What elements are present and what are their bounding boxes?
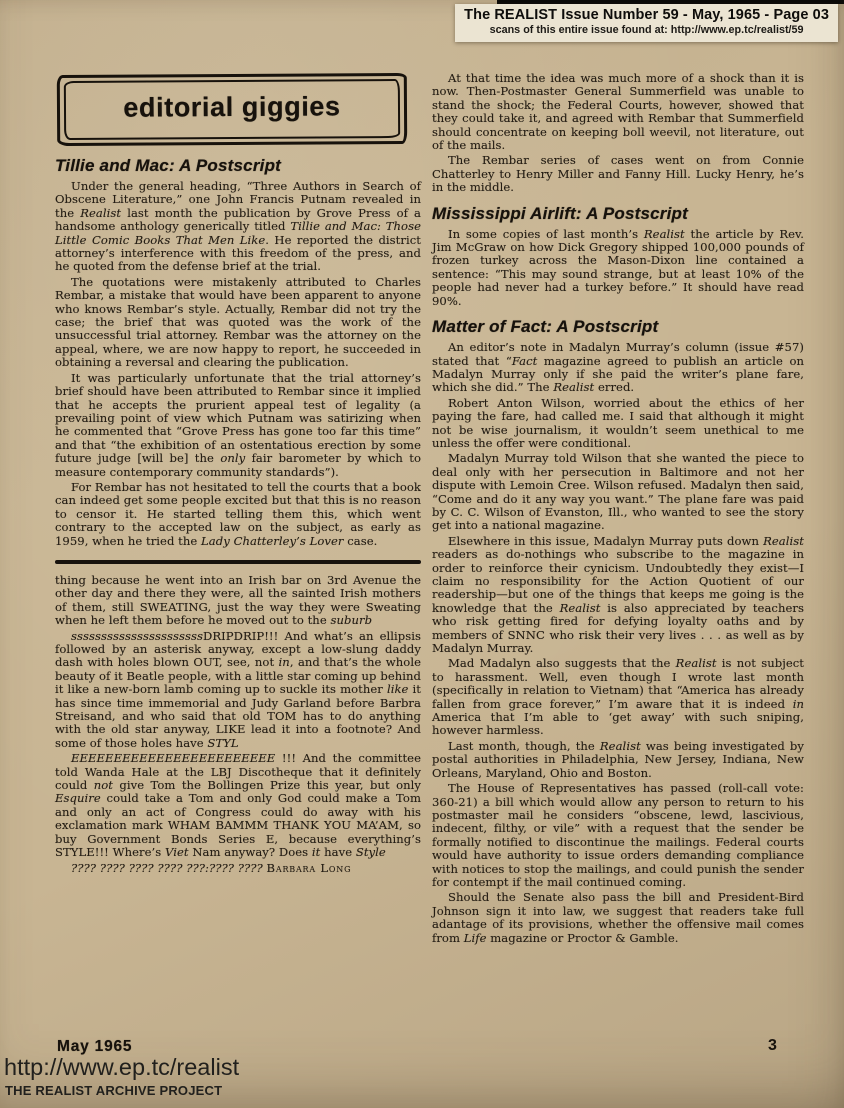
page-number: 3	[768, 1037, 777, 1054]
paragraph: The Rembar series of cases went on from Connie Chatterley to Henry Miller and Fanny Hill. Lucky Henry, he’s in the middle.	[432, 153, 804, 195]
section-divider	[55, 560, 421, 564]
section-body-mississippi-airlift	[432, 228, 804, 308]
paragraph: Under the general heading, “Three Authors in Search of Obscene Literature,” one John Francis Putnam revealed in the Realist last month the publication by Grove Press of a handsome anthology generically titled Tillie and Mac: Those Little Comic Books That Men Like. He reported the district attorney’s interference with this freedom of the press, and he quoted from the defense brief at the trial.	[55, 179, 422, 274]
section-heading-tillie-and-mac: Tillie and Mac: A Postscript	[55, 156, 282, 175]
section-body-tillie-and-mac	[55, 180, 421, 548]
paragraph: EEEEEEEEEEEEEEEEEEEEEEEE !!! And the committee told Wanda Hale at the LBJ Discotheque that it definitely could not give Tom the Bollingen Prize this year, but only Esquire could take a Tom and only God could make a Tom and only an act of Congress could do away with his exclamation mark WHAM BAMMM THANK YOU MA’AM, so buy Government Bonds Series E, because everything’s STYLE!!! Where’s Viet Nam anyway? Does it have Style	[55, 751, 421, 860]
left-column	[55, 156, 421, 877]
archive-url: http://www.ep.tc/realist	[4, 1054, 240, 1080]
paragraph: ???? ???? ???? ???? ???:???? ???? Barbara Long	[71, 860, 352, 875]
paragraph: An editor’s note in Madalyn Murray’s column (issue #57) stated that “Fact magazine agreed to publish an article on Madalyn Murray only if she paid the writer’s plane fare, which she did.” The Realist erred.	[432, 340, 805, 395]
paragraph: Robert Anton Wilson, worried about the ethics of her paying the fare, had called me. I said that although it might not be wise journalism, it wouldn’t seem unethical to me unless the offer were conditional.	[432, 395, 804, 450]
opening-body	[432, 72, 804, 195]
column-title: editorial giggies	[123, 91, 341, 123]
scan-header-label	[455, 4, 838, 42]
paragraph: ssssssssssssssssssssssDRIPDRIP!!! And what’s an ellipsis followed by an asterisk anyway, except a low-slung daddy dash with holes blown OUT, see, not in, and that’s the whole beauty of it Beatle people, with a little star coming up behind it like a new-born lamb coming up to suckle its mother like it has since time immemorial and Judy Garland before Barbra Streisand, and who said that old TOM has to do anything with the old star anyway, LIKE lead it into a footnote? And some of those holes have STYL	[55, 628, 421, 750]
paragraph: Mad Madalyn also suggests that the Realist is not subject to harassment. Well, even though I wrote last month (specifically in relation to Vietnam) that “America has already fallen from grace forever,” I’m aware that it is indeed in America that I’m able to ‘get away’ with such sniping, however harmless.	[432, 656, 805, 738]
continuation-body	[55, 574, 421, 875]
paragraph: It was particularly unfortunate that the trial attorney’s brief should have been attributed to Rembar since it implied that he accepts the prurient appeal test of legality (a prevailing point of view which Putnam was satirizing when he commented that “Grove Press has gone too far this time” and that “the exhibition of an ostentatious erection by some future judge [will be] the only fair barometer by which to measure contemporary community standards”).	[55, 370, 421, 479]
paragraph: Elsewhere in this issue, Madalyn Murray puts down Realist readers as do-nothings who subscribe to the magazine in order to reinforce their cynicism. Undoubtedly they exist—I claim no responsibility for the Action Quotient of our readership—but one of the things that keeps me going is the knowledge that the Realist is also appreciated by teachers who risk getting fired for defying loyalty oaths and by members of SNNC who risk their very lives . . . as well as by Madalyn Murray.	[432, 533, 804, 656]
paragraph: The quotations were mistakenly attributed to Charles Rembar, a mistake that would have been apparent to anyone who knows Rembar’s style. Actually, Rembar did not try the case; the brief that was quoted was the work of the unsuccessful trial attorney. Rembar was the attorney on the appeal, where, we are now happy to report, he succeeded in obtaining a reversal and clearing the publication.	[55, 274, 421, 370]
right-column	[432, 72, 804, 947]
paragraph: For Rembar has not hesitated to tell the courts that a book can indeed get some people excited but that this is no reason to censor it. He started telling them this, which went contrary to the accepted law on the subject, as early as 1959, when he tried the Lady Chatterley’s Lover case.	[55, 479, 421, 548]
paragraph: Should the Senate also pass the bill and President-Bird Johnson sign it into law, we suggest that readers take full adantage of its provisions, whether the offensive mail comes from Life magazine or Proctor & Gamble.	[432, 890, 804, 945]
box-inner-border	[64, 79, 400, 140]
issue-date: May 1965	[57, 1038, 133, 1055]
section-heading-mississippi-airlift: Mississippi Airlift: A Postscript	[432, 203, 688, 223]
section-body-matter-of-fact	[432, 341, 804, 945]
editorial-giggies-box	[57, 73, 407, 146]
paragraph: At that time the idea was much more of a shock than it is now. Then-Postmaster General Summerfield was unable to stand the shock; the Federal Courts, however, showed that they could take it, and agreed with Rembar that Summerfield should concentrate on keeping boll weevil, not literature, out of the mails.	[432, 71, 804, 153]
scan-header-url: scans of this entire issue found at: http://www.ep.tc/realist/59	[489, 24, 804, 36]
paragraph: thing because he went into an Irish bar on 3rd Avenue the other day and there they were, all the sainted Irish mothers of them, still SWEATING, just the way they were Sweating when he left them before he moved out to the suburb	[55, 572, 421, 628]
paragraph: Last month, though, the Realist was being investigated by postal authorities in Philadelphia, New Jersey, Indiana, New Orleans, Maryland, Ohio and Boston.	[432, 738, 805, 780]
paragraph: In some copies of last month’s Realist the article by Rev. Jim McGraw on how Dick Gregory shipped 100,000 pounds of frozen turkey across the Mason-Dixon line contained a sentence: “This may sound strange, but at least 10% of the people had never had a turkey before.” It should have read 90%.	[432, 226, 804, 308]
archive-project-name: THE REALIST ARCHIVE PROJECT	[5, 1083, 223, 1098]
paragraph: The House of Representatives has passed (roll-call vote: 360-21) a bill which would allow any person to return to his postmaster mail he considers “obscene, lewd, lascivious, indecent, filthy, or vile” with a request that the sender be formally notified to discontinue the mailings. Federal courts would have authority to issue orders demanding compliance with notices to stop the mailings, and could punish the sender for contempt if the mail continued coming.	[432, 781, 804, 889]
paragraph: Madalyn Murray told Wilson that she wanted the piece to deal only with her persecution in Baltimore and not her dispute with Lemoin Cree. Wilson refused. Madalyn then said, “Come and do it any way you want.” The plane fare was paid by C. C. Wilson of Evanston, Ill., who wanted to see the story get into a national magazine.	[432, 451, 804, 533]
section-heading-matter-of-fact: Matter of Fact: A Postscript	[432, 317, 659, 337]
scan-header-title: The REALIST Issue Number 59 - May, 1965 - Page 03	[464, 7, 829, 23]
